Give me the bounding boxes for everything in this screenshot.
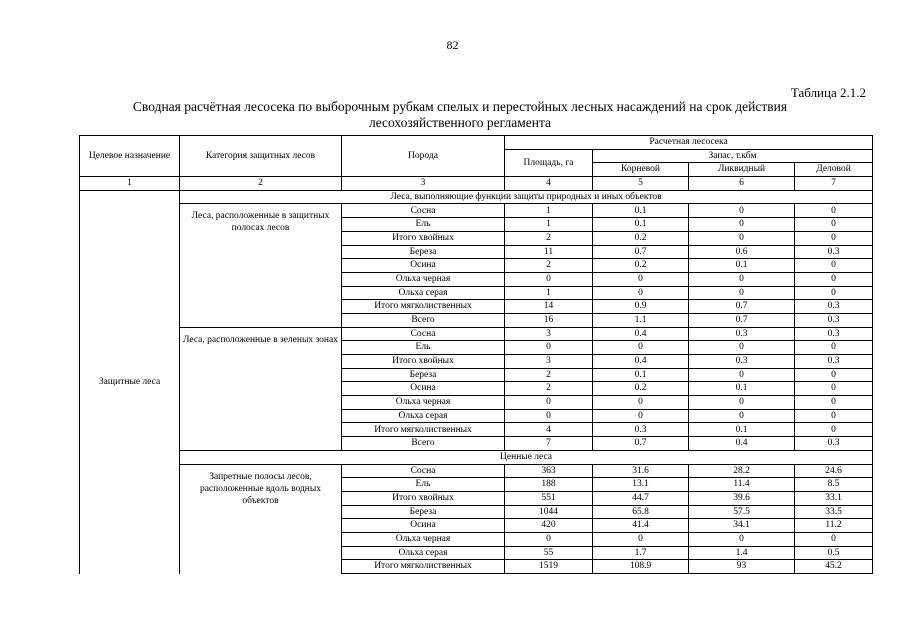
table-title: Сводная расчётная лесосека по выборочным рубкам спелых и перестойных лесных насаждений на срок действия лесохозяйственного регламента [132, 99, 788, 130]
liquid-stock-cell: 57.5 [689, 505, 795, 519]
column-numbers-row [80, 177, 873, 191]
root-stock-cell: 0 [593, 286, 689, 300]
business-stock-cell: 0 [795, 204, 873, 218]
liquid-stock-cell: 28.2 [689, 464, 795, 478]
root-stock-cell: 0.2 [593, 382, 689, 396]
section-row [80, 450, 873, 464]
area-cell: 14 [505, 300, 593, 314]
species-cell: Осина [342, 382, 505, 396]
root-stock-cell: 0.4 [593, 355, 689, 369]
area-cell: 7 [505, 437, 593, 451]
liquid-stock-cell: 0 [689, 532, 795, 546]
liquid-stock-cell: 0.1 [689, 259, 795, 273]
area-cell: 2 [505, 259, 593, 273]
species-cell: Ольха черная [342, 396, 505, 410]
root-stock-cell: 0.7 [593, 437, 689, 451]
species-cell: Итого хвойных [342, 355, 505, 369]
area-cell: 188 [505, 478, 593, 492]
business-stock-cell: 0 [795, 396, 873, 410]
root-stock-cell: 65.8 [593, 505, 689, 519]
liquid-stock-cell: 0.7 [689, 313, 795, 327]
header-stock: Запас, т.кбм [593, 149, 873, 163]
area-cell: 2 [505, 231, 593, 245]
area-cell: 3 [505, 355, 593, 369]
table-row [80, 327, 873, 341]
col-number: 5 [593, 177, 689, 191]
liquid-stock-cell: 0.3 [689, 327, 795, 341]
root-stock-cell: 0 [593, 532, 689, 546]
business-stock-cell: 0 [795, 286, 873, 300]
category-cell: Запретные полосы лесов, расположенные вдоль водных объектов [180, 464, 342, 574]
area-cell: 420 [505, 519, 593, 533]
header-purpose: Целевое назначение [80, 136, 180, 177]
species-cell: Всего [342, 313, 505, 327]
root-stock-cell: 108.9 [593, 560, 689, 574]
liquid-stock-cell: 0.7 [689, 300, 795, 314]
root-stock-cell: 0.7 [593, 245, 689, 259]
category-cell: Леса, расположенные в зеленых зонах [180, 327, 342, 450]
species-cell: Ель [342, 341, 505, 355]
species-cell: Береза [342, 245, 505, 259]
area-cell: 0 [505, 532, 593, 546]
area-cell: 363 [505, 464, 593, 478]
root-stock-cell: 0.9 [593, 300, 689, 314]
root-stock-cell: 0 [593, 409, 689, 423]
species-cell: Ель [342, 218, 505, 232]
col-number: 6 [689, 177, 795, 191]
liquid-stock-cell: 0 [689, 409, 795, 423]
species-cell: Береза [342, 368, 505, 382]
root-stock-cell: 0.4 [593, 327, 689, 341]
species-cell: Осина [342, 259, 505, 273]
section-row [80, 190, 873, 204]
table-label: Таблица 2.1.2 [790, 85, 866, 100]
area-cell: 0 [505, 341, 593, 355]
root-stock-cell: 0.2 [593, 231, 689, 245]
header-calc: Расчетная лесосека [505, 136, 873, 150]
header-root: Корневой [593, 163, 689, 177]
liquid-stock-cell: 0 [689, 231, 795, 245]
area-cell: 0 [505, 409, 593, 423]
area-cell: 2 [505, 368, 593, 382]
liquid-stock-cell: 1.4 [689, 546, 795, 560]
area-cell: 1044 [505, 505, 593, 519]
species-cell: Ольха серая [342, 286, 505, 300]
header-area: Площадь, га [505, 149, 593, 176]
area-cell: 55 [505, 546, 593, 560]
business-stock-cell: 0.3 [795, 245, 873, 259]
liquid-stock-cell: 0 [689, 204, 795, 218]
page-number: 82 [446, 38, 459, 52]
root-stock-cell: 0.1 [593, 218, 689, 232]
col-number: 1 [80, 177, 180, 191]
business-stock-cell: 0 [795, 382, 873, 396]
liquid-stock-cell: 0 [689, 286, 795, 300]
area-cell: 3 [505, 327, 593, 341]
root-stock-cell: 0.1 [593, 204, 689, 218]
header-species: Порода [342, 136, 505, 177]
business-stock-cell: 0.5 [795, 546, 873, 560]
area-cell: 0 [505, 272, 593, 286]
species-cell: Итого мягколиственных [342, 300, 505, 314]
header-business: Деловой [795, 163, 873, 177]
area-cell: 551 [505, 491, 593, 505]
liquid-stock-cell: 39.6 [689, 491, 795, 505]
purpose-cell: Защитные леса [80, 190, 180, 573]
species-cell: Сосна [342, 464, 505, 478]
root-stock-cell: 13.1 [593, 478, 689, 492]
business-stock-cell: 33.5 [795, 505, 873, 519]
species-cell: Сосна [342, 204, 505, 218]
header-liquid: Ликвидный [689, 163, 795, 177]
liquid-stock-cell: 0 [689, 341, 795, 355]
species-cell: Сосна [342, 327, 505, 341]
species-cell: Ольха черная [342, 532, 505, 546]
liquid-stock-cell: 93 [689, 560, 795, 574]
area-cell: 1519 [505, 560, 593, 574]
business-stock-cell: 0 [795, 409, 873, 423]
section-heading: Леса, выполняющие функции защиты природных и иных объектов [180, 190, 873, 204]
liquid-stock-cell: 0.1 [689, 382, 795, 396]
liquid-stock-cell: 0 [689, 396, 795, 410]
business-stock-cell: 0 [795, 259, 873, 273]
liquid-stock-cell: 0 [689, 218, 795, 232]
root-stock-cell: 1.7 [593, 546, 689, 560]
area-cell: 16 [505, 313, 593, 327]
business-stock-cell: 0 [795, 231, 873, 245]
business-stock-cell: 11.2 [795, 519, 873, 533]
root-stock-cell: 31.6 [593, 464, 689, 478]
area-cell: 0 [505, 396, 593, 410]
business-stock-cell: 0.3 [795, 355, 873, 369]
root-stock-cell: 0 [593, 341, 689, 355]
species-cell: Итого хвойных [342, 491, 505, 505]
liquid-stock-cell: 0.4 [689, 437, 795, 451]
root-stock-cell: 44.7 [593, 491, 689, 505]
species-cell: Береза [342, 505, 505, 519]
forest-table [79, 135, 873, 574]
area-cell: 11 [505, 245, 593, 259]
species-cell: Ольха серая [342, 409, 505, 423]
liquid-stock-cell: 0 [689, 272, 795, 286]
liquid-stock-cell: 34.1 [689, 519, 795, 533]
species-cell: Ольха серая [342, 546, 505, 560]
business-stock-cell: 0 [795, 272, 873, 286]
area-cell: 1 [505, 286, 593, 300]
species-cell: Осина [342, 519, 505, 533]
liquid-stock-cell: 11.4 [689, 478, 795, 492]
liquid-stock-cell: 0.3 [689, 355, 795, 369]
liquid-stock-cell: 0.1 [689, 423, 795, 437]
col-number: 4 [505, 177, 593, 191]
species-cell: Итого мягколиственных [342, 423, 505, 437]
business-stock-cell: 0 [795, 368, 873, 382]
business-stock-cell: 0.3 [795, 300, 873, 314]
business-stock-cell: 0 [795, 532, 873, 546]
root-stock-cell: 0 [593, 396, 689, 410]
liquid-stock-cell: 0 [689, 368, 795, 382]
liquid-stock-cell: 0.6 [689, 245, 795, 259]
species-cell: Ольха черная [342, 272, 505, 286]
business-stock-cell: 0.3 [795, 327, 873, 341]
table-row [80, 204, 873, 218]
root-stock-cell: 1.1 [593, 313, 689, 327]
area-cell: 1 [505, 204, 593, 218]
business-stock-cell: 0 [795, 218, 873, 232]
root-stock-cell: 0.3 [593, 423, 689, 437]
root-stock-cell: 0 [593, 272, 689, 286]
business-stock-cell: 33.1 [795, 491, 873, 505]
col-number: 3 [342, 177, 505, 191]
root-stock-cell: 0.2 [593, 259, 689, 273]
business-stock-cell: 24.6 [795, 464, 873, 478]
business-stock-cell: 8.5 [795, 478, 873, 492]
area-cell: 1 [505, 218, 593, 232]
species-cell: Ель [342, 478, 505, 492]
species-cell: Итого хвойных [342, 231, 505, 245]
table-row [80, 464, 873, 478]
category-cell: Леса, расположенные в защитных полосах лесов [180, 204, 342, 327]
header-category: Категория защитных лесов [180, 136, 342, 177]
species-cell: Итого мягколиственных [342, 560, 505, 574]
business-stock-cell: 0 [795, 423, 873, 437]
business-stock-cell: 0.3 [795, 437, 873, 451]
business-stock-cell: 0 [795, 341, 873, 355]
business-stock-cell: 45.2 [795, 560, 873, 574]
business-stock-cell: 0.3 [795, 313, 873, 327]
root-stock-cell: 0.1 [593, 368, 689, 382]
area-cell: 2 [505, 382, 593, 396]
section-heading: Ценные леса [180, 450, 873, 464]
col-number: 2 [180, 177, 342, 191]
area-cell: 4 [505, 423, 593, 437]
root-stock-cell: 41.4 [593, 519, 689, 533]
species-cell: Всего [342, 437, 505, 451]
col-number: 7 [795, 177, 873, 191]
